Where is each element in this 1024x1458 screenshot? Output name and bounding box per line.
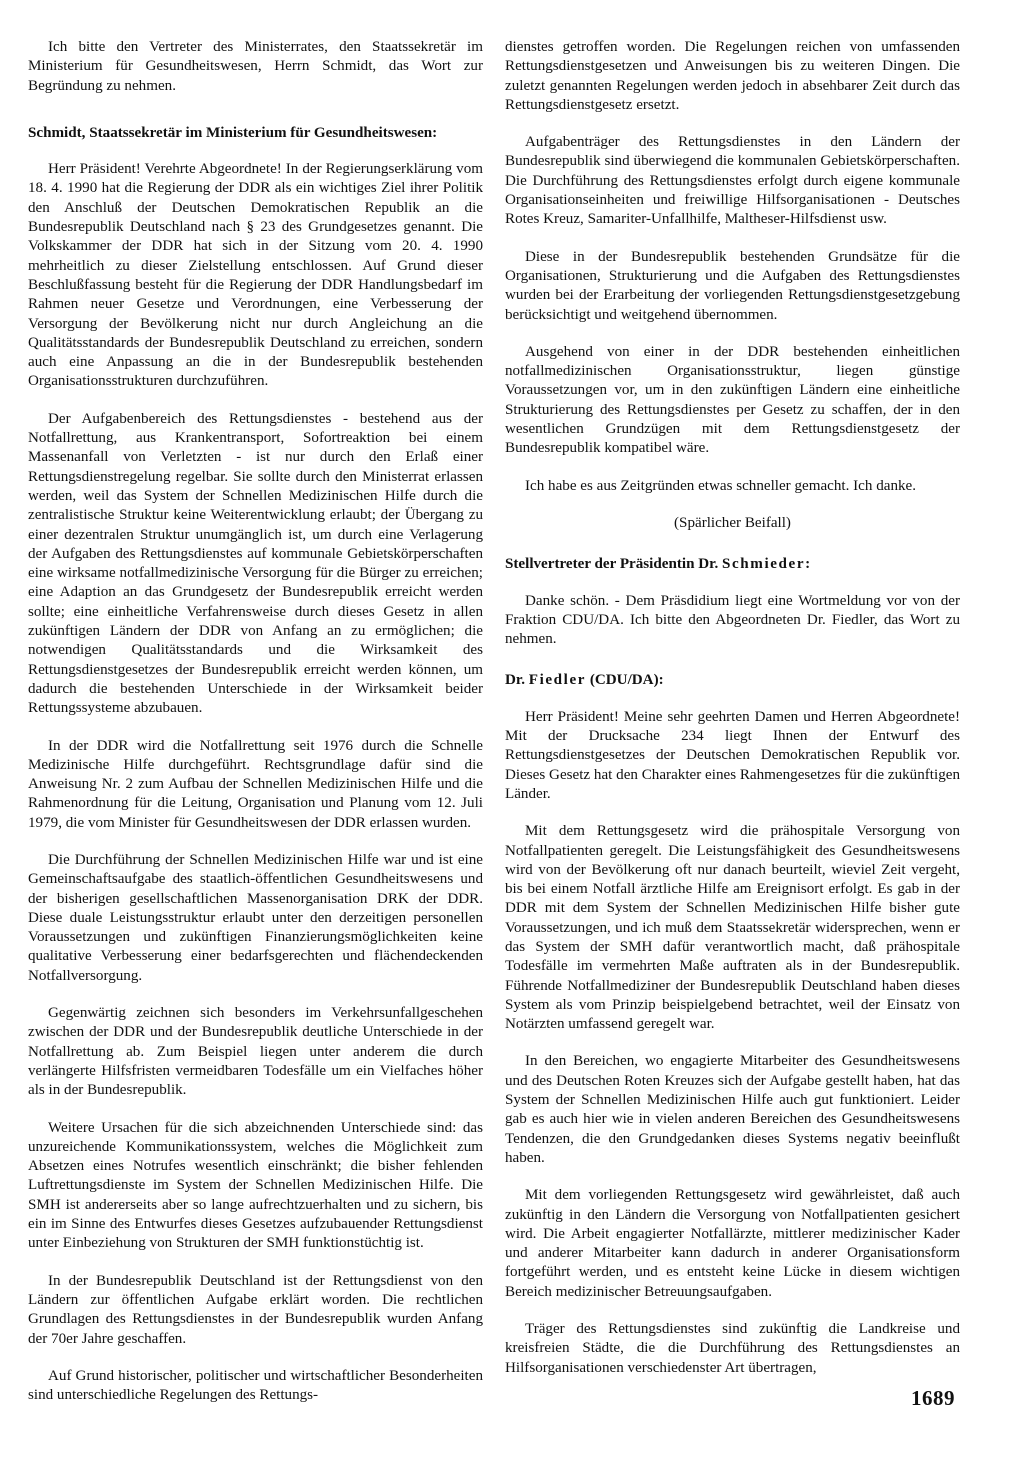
speaker-name: Fiedler (528, 672, 587, 689)
stage-direction: (Spärlicher Beifall) (674, 514, 791, 531)
paragraph: Diese in der Bundesrepublik bestehenden Grundsätze für die Organisationen, Strukturierung und die Aufgaben des Rettungsdienstes wurden bei der Erarbeitung der vorliegenden Rettungsdienstgesetzgebung berücksichtigt und weitgehend übernommen. (505, 248, 960, 323)
paragraph: In der Bundesrepublik Deutschland ist der Rettungsdienst von den Ländern zur öffentlichen Aufgabe erklärt worden. Die rechtlichen Grundlagen des Rettungsdienstes in der Bundesrepublik wurden Anfang der 70er Jahre geschaffen. (28, 1272, 483, 1347)
speaker-heading-fiedler (505, 671, 960, 690)
paragraph: Ausgehend von einer in der DDR bestehenden einheitlichen notfallmedizinischen Organisationsstruktur, liegen günstige Voraussetzungen vor, um in den zukünftigen Ländern eine einheitliche Strukturierung des Rettungsdienstes per Gesetz zu schaffen, der in den wesentlichen Grundzügen mit dem Rettungsdienstgesetz der Bundesrepublik kompatibel wäre. (505, 343, 960, 457)
left-column (28, 38, 483, 1423)
paragraph: Gegenwärtig zeichnen sich besonders im Verkehrsunfallgeschehen zwischen der DDR und der Bundesrepublik deutliche Unterschiede in der Notfallrettung ab. Zum Beispiel liegen unter anderem die durch verlängerte Hilfsfristen vermeidbaren Todesfälle um ein Vielfaches höher als in der Bundesrepublik. (28, 1005, 483, 1099)
speaker-title: Dr. (505, 672, 529, 689)
paragraph: Herr Präsident! Meine sehr geehrten Damen und Herren Abgeordnete! Mit der Drucksache 234 liegt Ihnen der Entwurf des Rettungsdienstgesetzes der Deutschen Demokratischen Republik vor. Dieses Gesetz hat den Charakter eines Rahmengesetzes für die zukünftigen Länder. (505, 708, 960, 802)
paragraph: Träger des Rettungsdienstes sind zukünftig die Landkreise und kreisfreien Städte, die die Durchführung des Rettungsdienstes an Hilfsorganisationen verschiedenster Art übertragen, (505, 1321, 960, 1376)
paragraph: Weitere Ursachen für die sich abzeichnenden Unterschiede sind: das unzureichende Kommunikationssystem, welches die Möglichkeit zum Absetzen eines Notrufes wesentlich einschränkt; die bisher fehlenden Luftrettungsdienste im System der Schnellen Medizinischen Hilfe. Die SMH ist andererseits aber so lange aufrechtzuerhalten und zu sichern, bis ein im Sinne des Entwurfes dieses Gesetzes aufzubauender Rettungsdienst unter Einbeziehung von Strukturen der SMH funktionstüchtig ist. (28, 1119, 483, 1252)
paragraph: In den Bereichen, wo engagierte Mitarbeiter des Gesundheitswesens und des Deutschen Roten Kreuzes sich der Aufgabe gestellt haben, hat das System der Schnellen Medizinischen Hilfe auch gut funktioniert. Leider gab es auch hier wie in vielen anderen Bereichen des Gesundheitswesens Tendenzen, die den Grundgedanken dieses Systems negativ beeinflußt haben. (505, 1053, 960, 1166)
paragraph: Der Aufgabenbereich des Rettungsdienstes - bestehend aus der Notfallrettung, aus Krankentransport, Sofortreaktion bei einem Massenanfall von Verletzten - ist nur durch den Erlaß einer Rettungsdienstregelung regelbar. Sie sollte durch den Ministerrat erlassen werden, weil das System der Schnellen Medizinischen Hilfe durch die zentralistische Struktur keine Weiterentwicklung erlaubt; der Übergang zu einer dezentralen Struktur unumgänglich ist, um durch eine Verlagerung der Aufgaben des Rettungsdienstes auf kommunale Gebietskörperschaften eine wirksame notfallmedizinische Versorgung für die Bürger zu erreichen; eine Adaption an das Grundgesetz der Bundesrepublik erreicht werden sollte; eine einheitliche Verfahrensweise durch dieses Gesetz in allen zukünftigen Ländern der DDR von Anfang an zu ermöglichen; die notwendigen Qualitätsstandards und die Wirksamkeit des Rettungsdienstgesetzes der Bundesrepublik erreicht werden können, um dadurch die bestehenden Unterschiede in der Wirksamkeit beider Rettungssysteme abzubauen. (28, 410, 483, 717)
speaker-heading-schmieder (505, 555, 960, 574)
paragraph: Ich habe es aus Zeitgründen etwas schneller gemacht. Ich danke. (525, 477, 917, 494)
paragraph: Mit dem vorliegenden Rettungsgesetz wird gewährleistet, daß auch zukünftig in den Ländern die Versorgung von Notfallpatienten gesichert wird. Die Arbeit engagierter Notfallärzte, mittlerer medizinischer Kader und anderer Mitarbeiter kann dadurch in anderer Organisationsform fortgeführt werden, und es entsteht keine Lücke in diesem wichtigen Bereich medizinischer Betreuungsaufgaben. (505, 1187, 960, 1300)
paragraph: Aufgabenträger des Rettungsdienstes in den Ländern der Bundesrepublik sind überwiegend die kommunalen Gebietskörperschaften. Die Durchführung des Rettungsdienstes erfolgt durch eigene kommunale Organisationseinheiten und freiwillige Hilfsorganisationen - Deutsches Rotes Kreuz, Samariter-Unfallhilfe, Maltheser-Hilfsdienst usw. (505, 134, 960, 228)
page-number: 1689 (911, 1386, 955, 1410)
right-column (505, 38, 960, 1396)
speaker-role: Stellvertreter der Präsidentin Dr. (505, 556, 722, 573)
paragraph-continued: dienstes getroffen worden. Die Regelungen reichen von umfassenden Rettungsdienstgesetzen und Anweisungen bis zu weiteren Dingen. Die zuletzt genannten Regelungen werden jedoch in absehbarer Zeit durch das Rettungsdienstgesetz ersetzt. (505, 39, 960, 113)
speaker-party: (CDU/DA): (586, 672, 664, 689)
paragraph: In der DDR wird die Notfallrettung seit 1976 durch die Schnelle Medizinische Hilfe durchgeführt. Rechtsgrundlage dafür sind die Anweisung Nr. 2 zum Aufbau der Schnellen Medizinischen Hilfe und die Rahmenordnung für die Leitung, Organisation und Planung vom 12. Juli 1979, die vom Minister für Gesundheitswesen der DDR erlassen wurden. (28, 737, 483, 831)
speaker-colon: : (805, 556, 811, 573)
paragraph: Die Durchführung der Schnellen Medizinischen Hilfe war und ist eine Gemeinschaftsaufgabe des staatlich-öffentlichen Gesundheitswesens und der bisherigen gesellschaftlichen Massenorganisation DRK der DDR. Diese duale Leistungsstruktur erlaubt unter den derzeitigen personellen Voraussetzungen und zukünftigen Finanzierungsmöglichkeiten keine qualitative Verbesserung einer bedarfsgerechten und flächendeckenden Notfallversorgung. (28, 851, 483, 984)
paragraph: Herr Präsident! Verehrte Abgeordnete! In der Regierungserklärung vom 18. 4. 1990 hat die Regierung der DDR als ein wichtiges Ziel ihrer Politik den Anschluß der Deutschen Demokratischen Republik an die Bundesrepublik Deutschland nach § 23 des Grundgesetzes genannt. Die Volkskammer der DDR hat sich in der Sitzung vom 20. 4. 1990 mehrheitlich zu dieser Zielstellung entschlossen. Auf Grund dieser Beschlußfassung besteht für die Regierung der DDR Handlungsbedarf im Rahmen neuer Gesetze und Verordnungen, eine Verbesserung der Versorgung der Bevölkerung nicht nur durch Angleichung an die Qualitätsstandards der Bundesrepublik Deutschland zu erreichen, sondern auch eine Anpassung an die in der Bundesrepublik bestehenden Organisationsstrukturen durchzuführen. (28, 161, 483, 390)
paragraph: Danke schön. - Dem Präsdidium liegt eine Wortmeldung vor von der Fraktion CDU/DA. Ich bitte den Abgeordneten Dr. Fiedler, das Wort zu nehmen. (505, 592, 960, 648)
speaker-heading-schmidt: Schmidt, Staatssekretär im Ministerium für Gesundheitswesen: (28, 124, 438, 141)
paragraph: Mit dem Rettungsgesetz wird die prähospitale Versorgung von Notfallpatienten geregelt. Die Leistungsfähigkeit des Gesundheitswesens wird von der Bevölkerung oft nur danach beurteilt, wieviel Zeit vergeht, bis bei einem Notfall ärztliche Hilfe am Ereignisort erfolgt. Es gab in der DDR mit dem System der Schnellen Medizinischen Hilfe bisher gute Voraussetzungen, und ich muß dem Staatssekretär widersprechen, wenn er das System der SMH dafür verantwortlich macht, daß prähospitale Todesfälle im vermehrten Maße auftraten als in der Bundesrepublik. Führende Notfallmediziner der Bundesrepublik Deutschland haben dieses System als vom Prinzip beispielgebend betrachtet, weil der Einsatz von Notärzten umfassend geregelt war. (505, 823, 960, 1033)
paragraph: Auf Grund historischer, politischer und wirtschaftlicher Besonderheiten sind unterschiedliche Regelungen des Rettungs- (28, 1367, 483, 1404)
speaker-name: Schmieder (722, 556, 806, 573)
paragraph: Ich bitte den Vertreter des Ministerrates, den Staatssekretär im Ministerium für Gesundheitswesen, Herrn Schmidt, das Wort zur Begründung zu nehmen. (28, 39, 483, 94)
